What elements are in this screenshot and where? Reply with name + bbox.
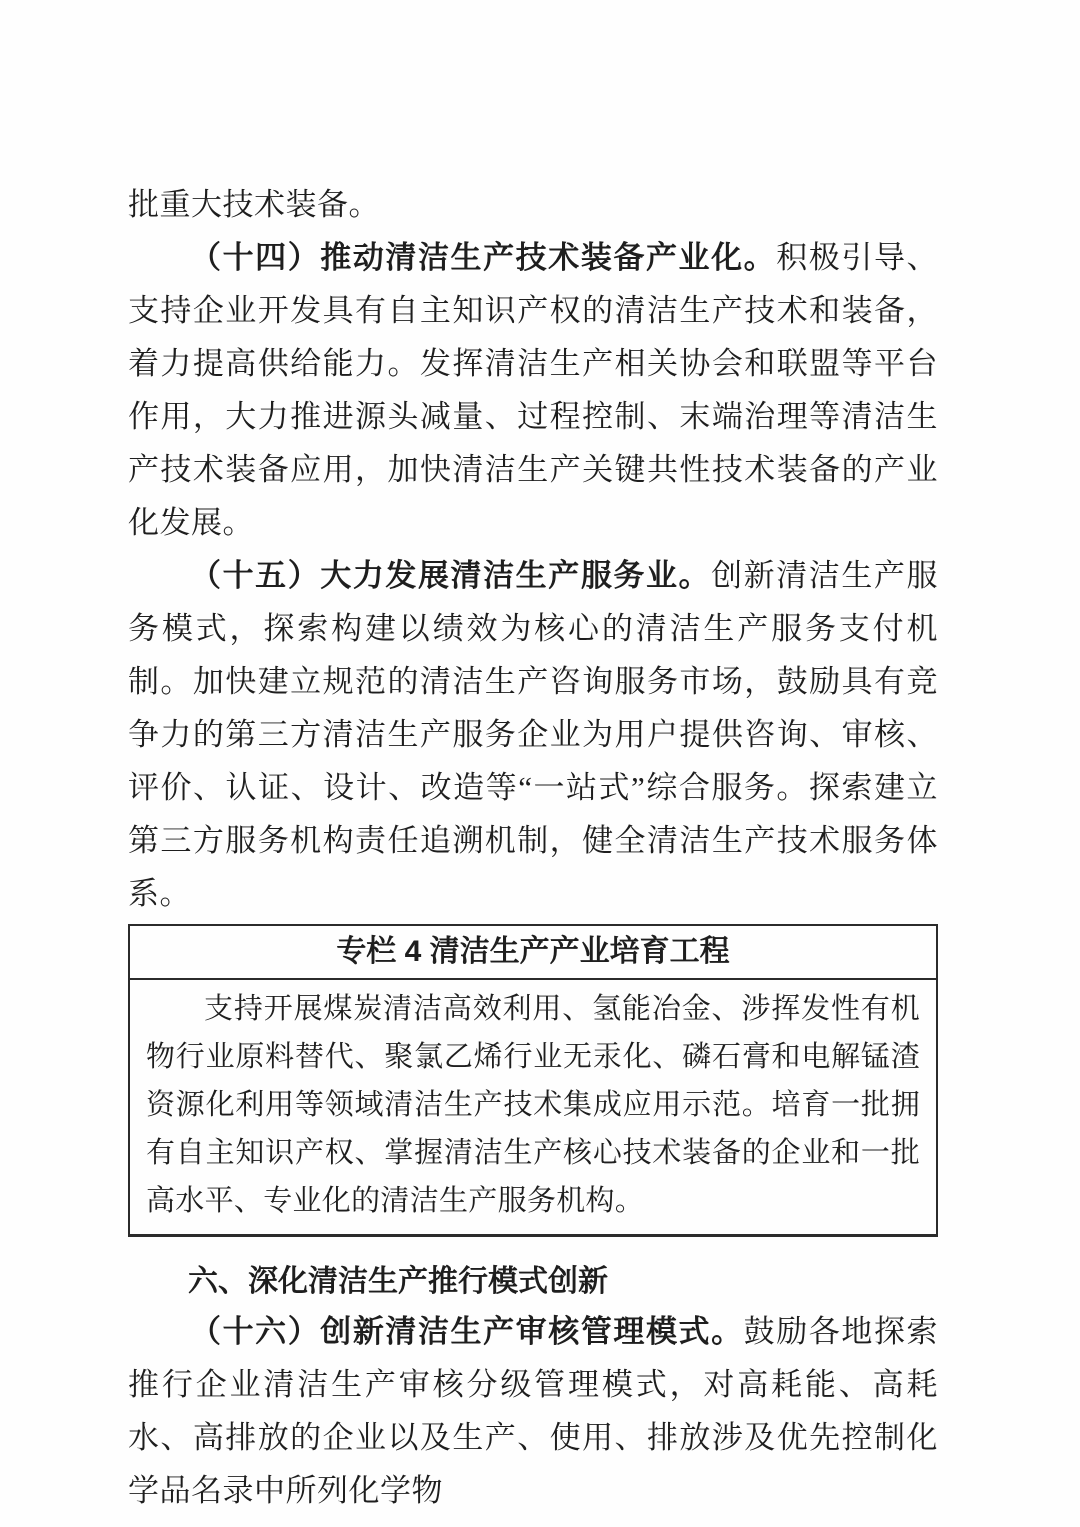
feature-box-body: 支持开展煤炭清洁高效利用、氢能冶金、涉挥发性有机物行业原料替代、聚氯乙烯行业无汞化、磷石膏和电解锰渣资源化利用等领域清洁生产技术集成应用示范。培育一批拥有自主知识产权、掌握清洁生产核心技术装备的企业和一批高水平、专业化的清洁生产服务机构。 (146, 993, 920, 1217)
paragraph-item-15 (128, 549, 938, 920)
item-15-lead: （十五）大力发展清洁生产服务业。 (190, 558, 712, 593)
section-6-heading: 六、深化清洁生产推行模式创新 (188, 1265, 608, 1298)
feature-box-column-4 (128, 924, 938, 1237)
paragraph-item-14 (128, 231, 938, 549)
paragraph-continuation: 批重大技术装备。 (128, 187, 380, 222)
item-15-body: 创新清洁生产服务模式，探索构建以绩效为核心的清洁生产服务支付机制。加快建立规范的清洁生产咨询服务市场，鼓励具有竞争力的第三方清洁生产服务企业为用户提供咨询、审核、评价、认证、设计、改造等“一站式”综合服务。探索建立第三方服务机构责任追溯机制，健全清洁生产技术服务体系。 (128, 558, 939, 911)
item-16-body: 鼓励各地探索推行企业清洁生产审核分级管理模式，对高耗能、高耗水、高排放的企业以及生产、使用、排放涉及优先控制化学品名录中所列化学物 (128, 1314, 939, 1508)
item-14-lead: （十四）推动清洁生产技术装备产业化。 (190, 240, 777, 275)
paragraph-item-16 (128, 1305, 938, 1517)
item-14-body: 积极引导、支持企业开发具有自主知识产权的清洁生产技术和装备，着力提高供给能力。发挥清洁生产相关协会和联盟等平台作用，大力推进源头减量、过程控制、末端治理等清洁生产技术装备应用，加快清洁生产关键共性技术装备的产业化发展。 (128, 240, 939, 540)
feature-box-title: 专栏 4 清洁生产产业培育工程 (130, 926, 936, 980)
item-16-lead: （十六）创新清洁生产审核管理模式。 (190, 1314, 744, 1349)
